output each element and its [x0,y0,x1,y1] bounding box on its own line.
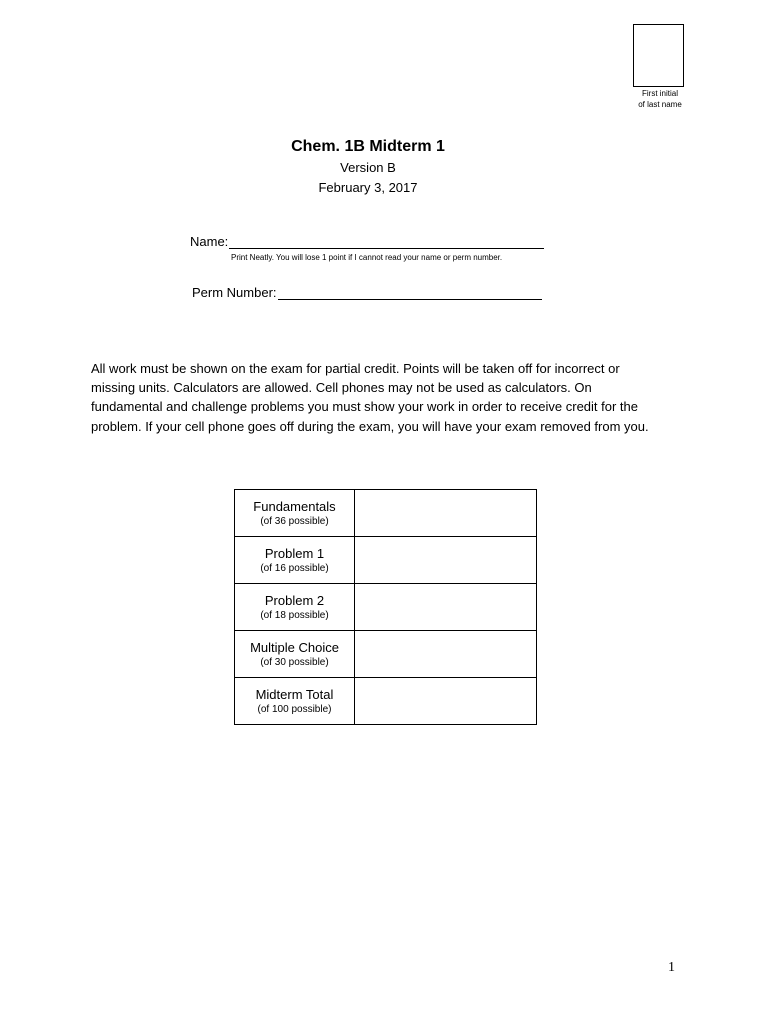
exam-date: February 3, 2017 [318,180,418,195]
first-initial-box[interactable] [633,24,684,87]
score-label-cell [235,537,355,584]
perm-number-field[interactable] [278,285,542,300]
table-row [235,584,537,631]
score-row-label: Problem 1 [264,545,325,561]
score-row-label: Fundamentals [253,498,336,514]
perm-number-label: Perm Number: [192,285,277,300]
score-label-cell [235,584,355,631]
exam-title: Chem. 1B Midterm 1 [291,138,445,155]
score-entry-cell[interactable] [355,537,537,584]
score-entry-cell[interactable] [355,584,537,631]
first-initial-caption [624,88,696,110]
score-row-possible: (of 100 possible) [257,703,332,715]
score-row-label: Multiple Choice [250,639,339,655]
score-entry-cell[interactable] [355,631,537,678]
score-row-possible: (of 30 possible) [260,656,329,668]
name-note: Print Neatly. You will lose 1 point if I cannot read your name or perm number. [231,253,503,262]
score-row-possible: (of 18 possible) [260,609,329,621]
first-initial-caption-line1: First initial [641,89,678,98]
score-entry-cell[interactable] [355,678,537,725]
name-field[interactable] [229,234,544,249]
exam-version: Version B [340,160,396,175]
name-label: Name: [190,234,229,249]
page-number: 1 [668,960,675,975]
name-field-row [190,234,544,249]
exam-title-block [0,136,736,198]
perm-number-field-row [192,285,542,300]
score-table [234,489,537,725]
score-label-cell [235,631,355,678]
exam-instructions: All work must be shown on the exam for partial credit. Points will be taken off for incorrect or missing units. Calculators are allowed. Cell phones may not be used as calculators. On fundamental and challenge problems you must show your work in order to receive credit for the problem. If your cell phone goes off during the exam, you will have your exam removed from you. [91,361,649,434]
score-label-cell [235,678,355,725]
first-initial-caption-line2: of last name [638,100,682,109]
table-row [235,537,537,584]
score-row-possible: (of 36 possible) [260,515,329,527]
table-row [235,631,537,678]
score-row-label: Midterm Total [255,686,334,702]
score-row-possible: (of 16 possible) [260,562,329,574]
score-row-label: Problem 2 [264,592,325,608]
table-row [235,678,537,725]
score-entry-cell[interactable] [355,490,537,537]
score-label-cell [235,490,355,537]
table-row [235,490,537,537]
